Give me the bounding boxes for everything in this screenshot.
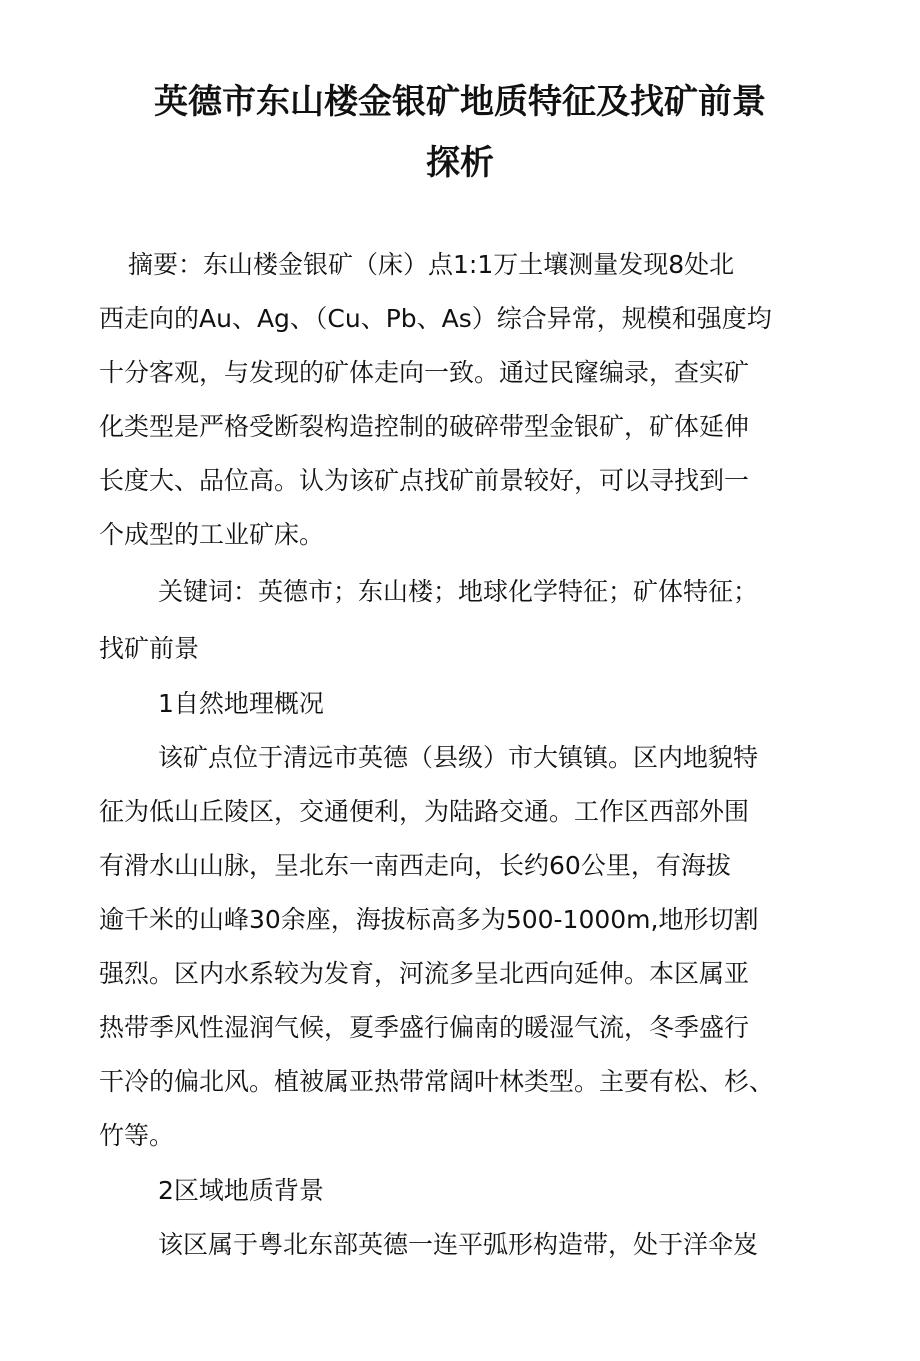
section-1-heading: 1自然地理概况 <box>158 689 324 718</box>
section-1-line-8: 竹等。 <box>99 1121 175 1150</box>
document-title-line-2: 探析 <box>426 143 494 183</box>
section-1-line-5: 强烈。区内水系较为发育，河流多呈北西向延伸。本区属亚 <box>99 959 750 988</box>
abstract-line-2: 西走向的Au、Ag、（Cu、Pb、As）综合异常，规模和强度均 <box>99 304 772 333</box>
abstract-line-6: 个成型的工业矿床。 <box>99 520 325 549</box>
section-1-line-1: 该矿点位于清远市英德（县级）市大镇镇。区内地貌特 <box>158 743 759 772</box>
abstract-line-4: 化类型是严格受断裂构造控制的破碎带型金银矿，矿体延伸 <box>99 412 750 441</box>
abstract-line-5: 长度大、品位高。认为该矿点找矿前景较好，可以寻找到一 <box>99 466 750 495</box>
section-1-line-6: 热带季风性湿润气候，夏季盛行偏南的暖湿气流，冬季盛行 <box>99 1013 750 1042</box>
keywords-line-1: 关键词：英德市；东山楼；地球化学特征；矿体特征； <box>158 577 759 606</box>
section-1-line-3: 有滑水山山脉，呈北东一南西走向，长约60公里，有海拔 <box>99 851 731 880</box>
abstract-line-1: 摘要：东山楼金银矿（床）点1:1万土壤测量发现8处北 <box>128 250 735 279</box>
keywords-line-2: 找矿前景 <box>99 634 200 663</box>
section-2-heading: 2区域地质背景 <box>158 1176 324 1205</box>
section-2-line-1: 该区属于粤北东部英德一连平弧形构造带，处于洋伞岌 <box>158 1230 759 1259</box>
abstract-line-3: 十分客观，与发现的矿体走向一致。通过民窿编录，查实矿 <box>99 358 750 387</box>
section-1-line-2: 征为低山丘陵区，交通便利，为陆路交通。工作区西部外围 <box>99 797 750 826</box>
document-title-line-1: 英德市东山楼金银矿地质特征及找矿前景 <box>154 82 766 122</box>
section-1-line-7: 干冷的偏北风。植被属亚热带常阔叶林类型。主要有松、杉、 <box>99 1067 775 1096</box>
section-1-line-4: 逾千米的山峰30余座，海拔标高多为500-1000m,地形切割 <box>99 905 759 934</box>
